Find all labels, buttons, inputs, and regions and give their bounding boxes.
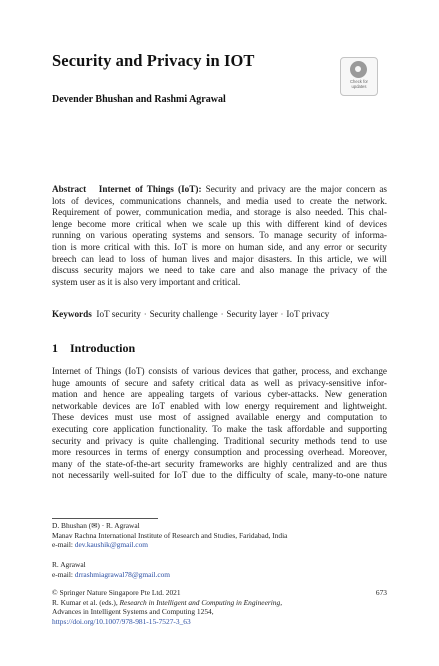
check-updates-label: Check for updates bbox=[350, 79, 368, 89]
body-line: Internet of Things (IoT) consists of various devices that gather, process, and exchange bbox=[52, 366, 387, 376]
email-label: e-mail: bbox=[52, 540, 73, 549]
paper-title: Security and Privacy in IOT bbox=[52, 51, 255, 70]
body-line: executing core application functionality. To make the task affordable and supporting bbox=[52, 423, 387, 434]
affiliation-1 bbox=[52, 521, 287, 550]
body-line: security and privacy is quite challenging. Traditional security methods tend to use bbox=[52, 435, 387, 446]
affiliation-2 bbox=[52, 560, 170, 579]
author-names: Devender Bhushan and Rashmi Agrawal bbox=[52, 94, 226, 105]
abstract-line: Requirement of power, communication media, and storage is also needed. This chal- bbox=[52, 207, 387, 218]
section-heading bbox=[52, 341, 135, 356]
keyword: IoT privacy bbox=[286, 309, 330, 319]
abstract bbox=[52, 184, 387, 288]
citation-line: R. Kumar et al. (eds.), Research in Intelligent and Computing in Engineering, bbox=[52, 597, 283, 607]
body-line: mation and hence are appealing targets of various cyber-attacks. New generation bbox=[52, 389, 387, 400]
body-line: huge amounts of secure and safety critical data as well as privacy-sensitive infor- bbox=[52, 377, 387, 388]
abstract-line: running on various operating systems and sensors. To manage security of informa- bbox=[52, 230, 387, 241]
abstract-line: tion is more critical with this. IoT is more on human side, and any error or security bbox=[52, 241, 387, 252]
page-number: 673 bbox=[375, 588, 387, 597]
introduction-paragraph bbox=[52, 366, 387, 482]
check-updates-icon bbox=[350, 61, 367, 78]
keyword: IoT security bbox=[96, 309, 141, 319]
abstract-first-line: Abstract Internet of Things (IoT): Security and privacy are the major concern as bbox=[52, 184, 387, 194]
body-line: more resources in terms of energy consumption and processing overhead. Moreover, bbox=[52, 447, 387, 458]
section-number: 1 bbox=[52, 341, 58, 355]
section-title: Introduction bbox=[70, 341, 136, 355]
keywords-label: Keywords bbox=[52, 309, 92, 319]
footnote-divider bbox=[52, 518, 158, 519]
body-line: many of the state-of-the-art security frameworks are highly centralized and are thus bbox=[52, 458, 387, 469]
affiliation-names: D. Bhushan (✉) · R. Agrawal bbox=[52, 521, 140, 530]
check-for-updates-badge[interactable] bbox=[340, 57, 378, 96]
keyword: Security challenge bbox=[149, 309, 218, 319]
series-line: Advances in Intelligent Systems and Computing 1254, bbox=[52, 607, 214, 617]
doi-link[interactable]: https://doi.org/10.1007/978-981-15-7527-3_63 bbox=[52, 616, 191, 626]
email-label: e-mail: bbox=[52, 569, 73, 579]
affiliation-name: R. Agrawal bbox=[52, 560, 86, 569]
affiliation-institution: Manav Rachna International Institute of Research and Studies, Faridabad, India bbox=[52, 530, 288, 540]
abstract-topic: Internet of Things (IoT): bbox=[98, 184, 202, 194]
author-email-link[interactable]: drrashmiagrawal78@gmail.com bbox=[74, 569, 171, 579]
abstract-label: Abstract bbox=[52, 184, 87, 194]
author-email-link[interactable]: dev.kaushik@gmail.com bbox=[74, 540, 149, 549]
keyword: Security layer bbox=[226, 309, 278, 319]
abstract-line: lenge become more critical when we scale up this with different kind of devices bbox=[52, 218, 387, 229]
abstract-line: system user as it is also very important and critical. bbox=[52, 276, 241, 287]
copyright-block bbox=[52, 588, 387, 626]
keywords: Keywords IoT security · Security challenge · Security layer · IoT privacy bbox=[52, 309, 330, 319]
copyright-line: © Springer Nature Singapore Pte Ltd. 2021 bbox=[52, 588, 181, 597]
body-line: These devices must use most of assigned available energy and computation to bbox=[52, 412, 387, 423]
body-line: networkable devices are IoT enabled with low energy requirement and lightweight. bbox=[52, 400, 387, 411]
abstract-line: lots of devices, communications channels, and media used to create the network. bbox=[52, 195, 387, 206]
abstract-line: discuss security majors we need to take care and also manage the privacy of the bbox=[52, 265, 387, 276]
body-line: not necessarily well-suited for IoT due to the difficulty of scale, many-to-one nature bbox=[52, 470, 387, 481]
abstract-line: breech can lead to loss of human lives and major disasters. In this article, we will bbox=[52, 253, 387, 264]
